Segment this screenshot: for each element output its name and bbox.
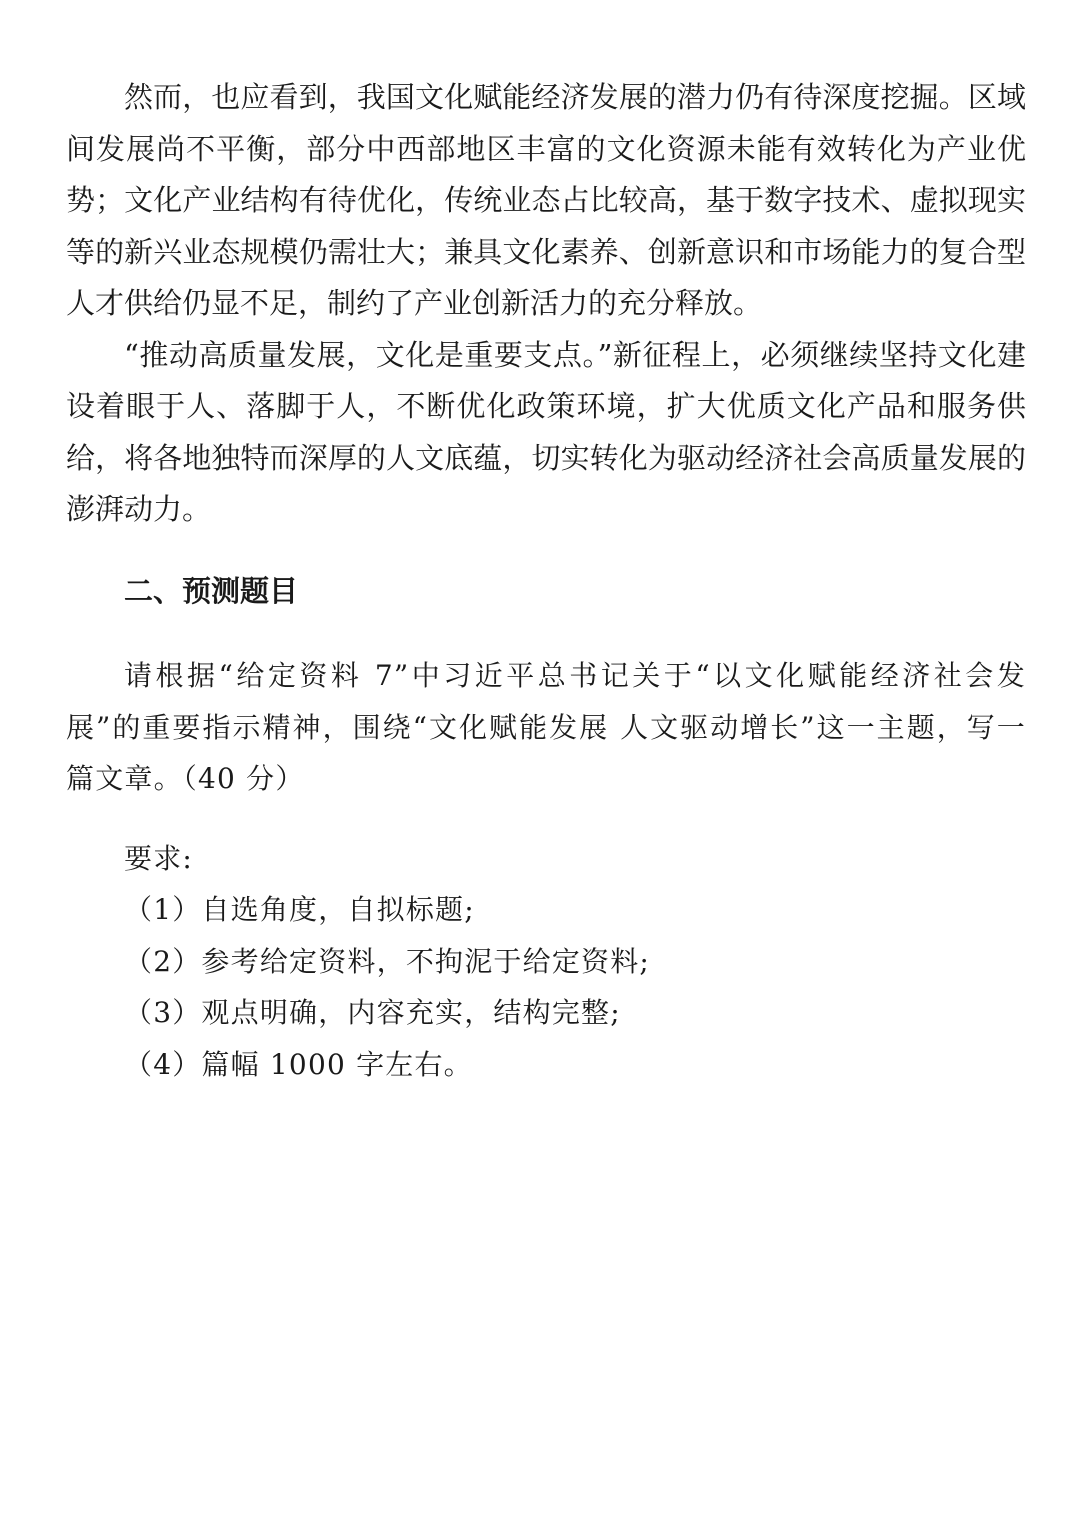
requirement-item: （1）自选角度，自拟标题; [124,893,475,926]
document-page [66,72,1026,1090]
body-paragraph: 然而，也应看到，我国文化赋能经济发展的潜力仍有待深度挖掘。区域间发展尚不平衡，部分中西部地区丰富的文化资源未能有效转化为产业优势；文化产业结构有待优化，传统业态占比较高，基于数字技术、虚拟现实等的新兴业态规模仍需壮大；兼具文化素养、创新意识和市场能力的复合型人才供给仍显不足，制约了产业创新活力的充分释放。 [66,80,1026,320]
section-heading: 二、预测题目 [124,573,299,608]
requirements-title: 要求: [124,841,194,875]
requirement-item: （3）观点明确，内容充实，结构完整; [124,996,621,1029]
requirement-item: （2）参考给定资料，不拘泥于给定资料; [124,944,651,978]
requirement-item: （4）篇幅 1000 字左右。 [124,1047,473,1081]
question-prompt: 请根据“给定资料 7”中习近平总书记关于“以文化赋能经济社会发展”的重要指示精神，围绕“文化赋能发展 人文驱动增长”这一主题，写一篇文章。（40 分） [66,659,1026,795]
body-paragraph: “推动高质量发展，文化是重要支点。”新征程上，必须继续坚持文化建设着眼于人、落脚于人，不断优化政策环境，扩大优质文化产品和服务供给，将各地独特而深厚的人文底蕴，切实转化为驱动经济社会高质量发展的澎湃动力。 [66,337,1026,526]
